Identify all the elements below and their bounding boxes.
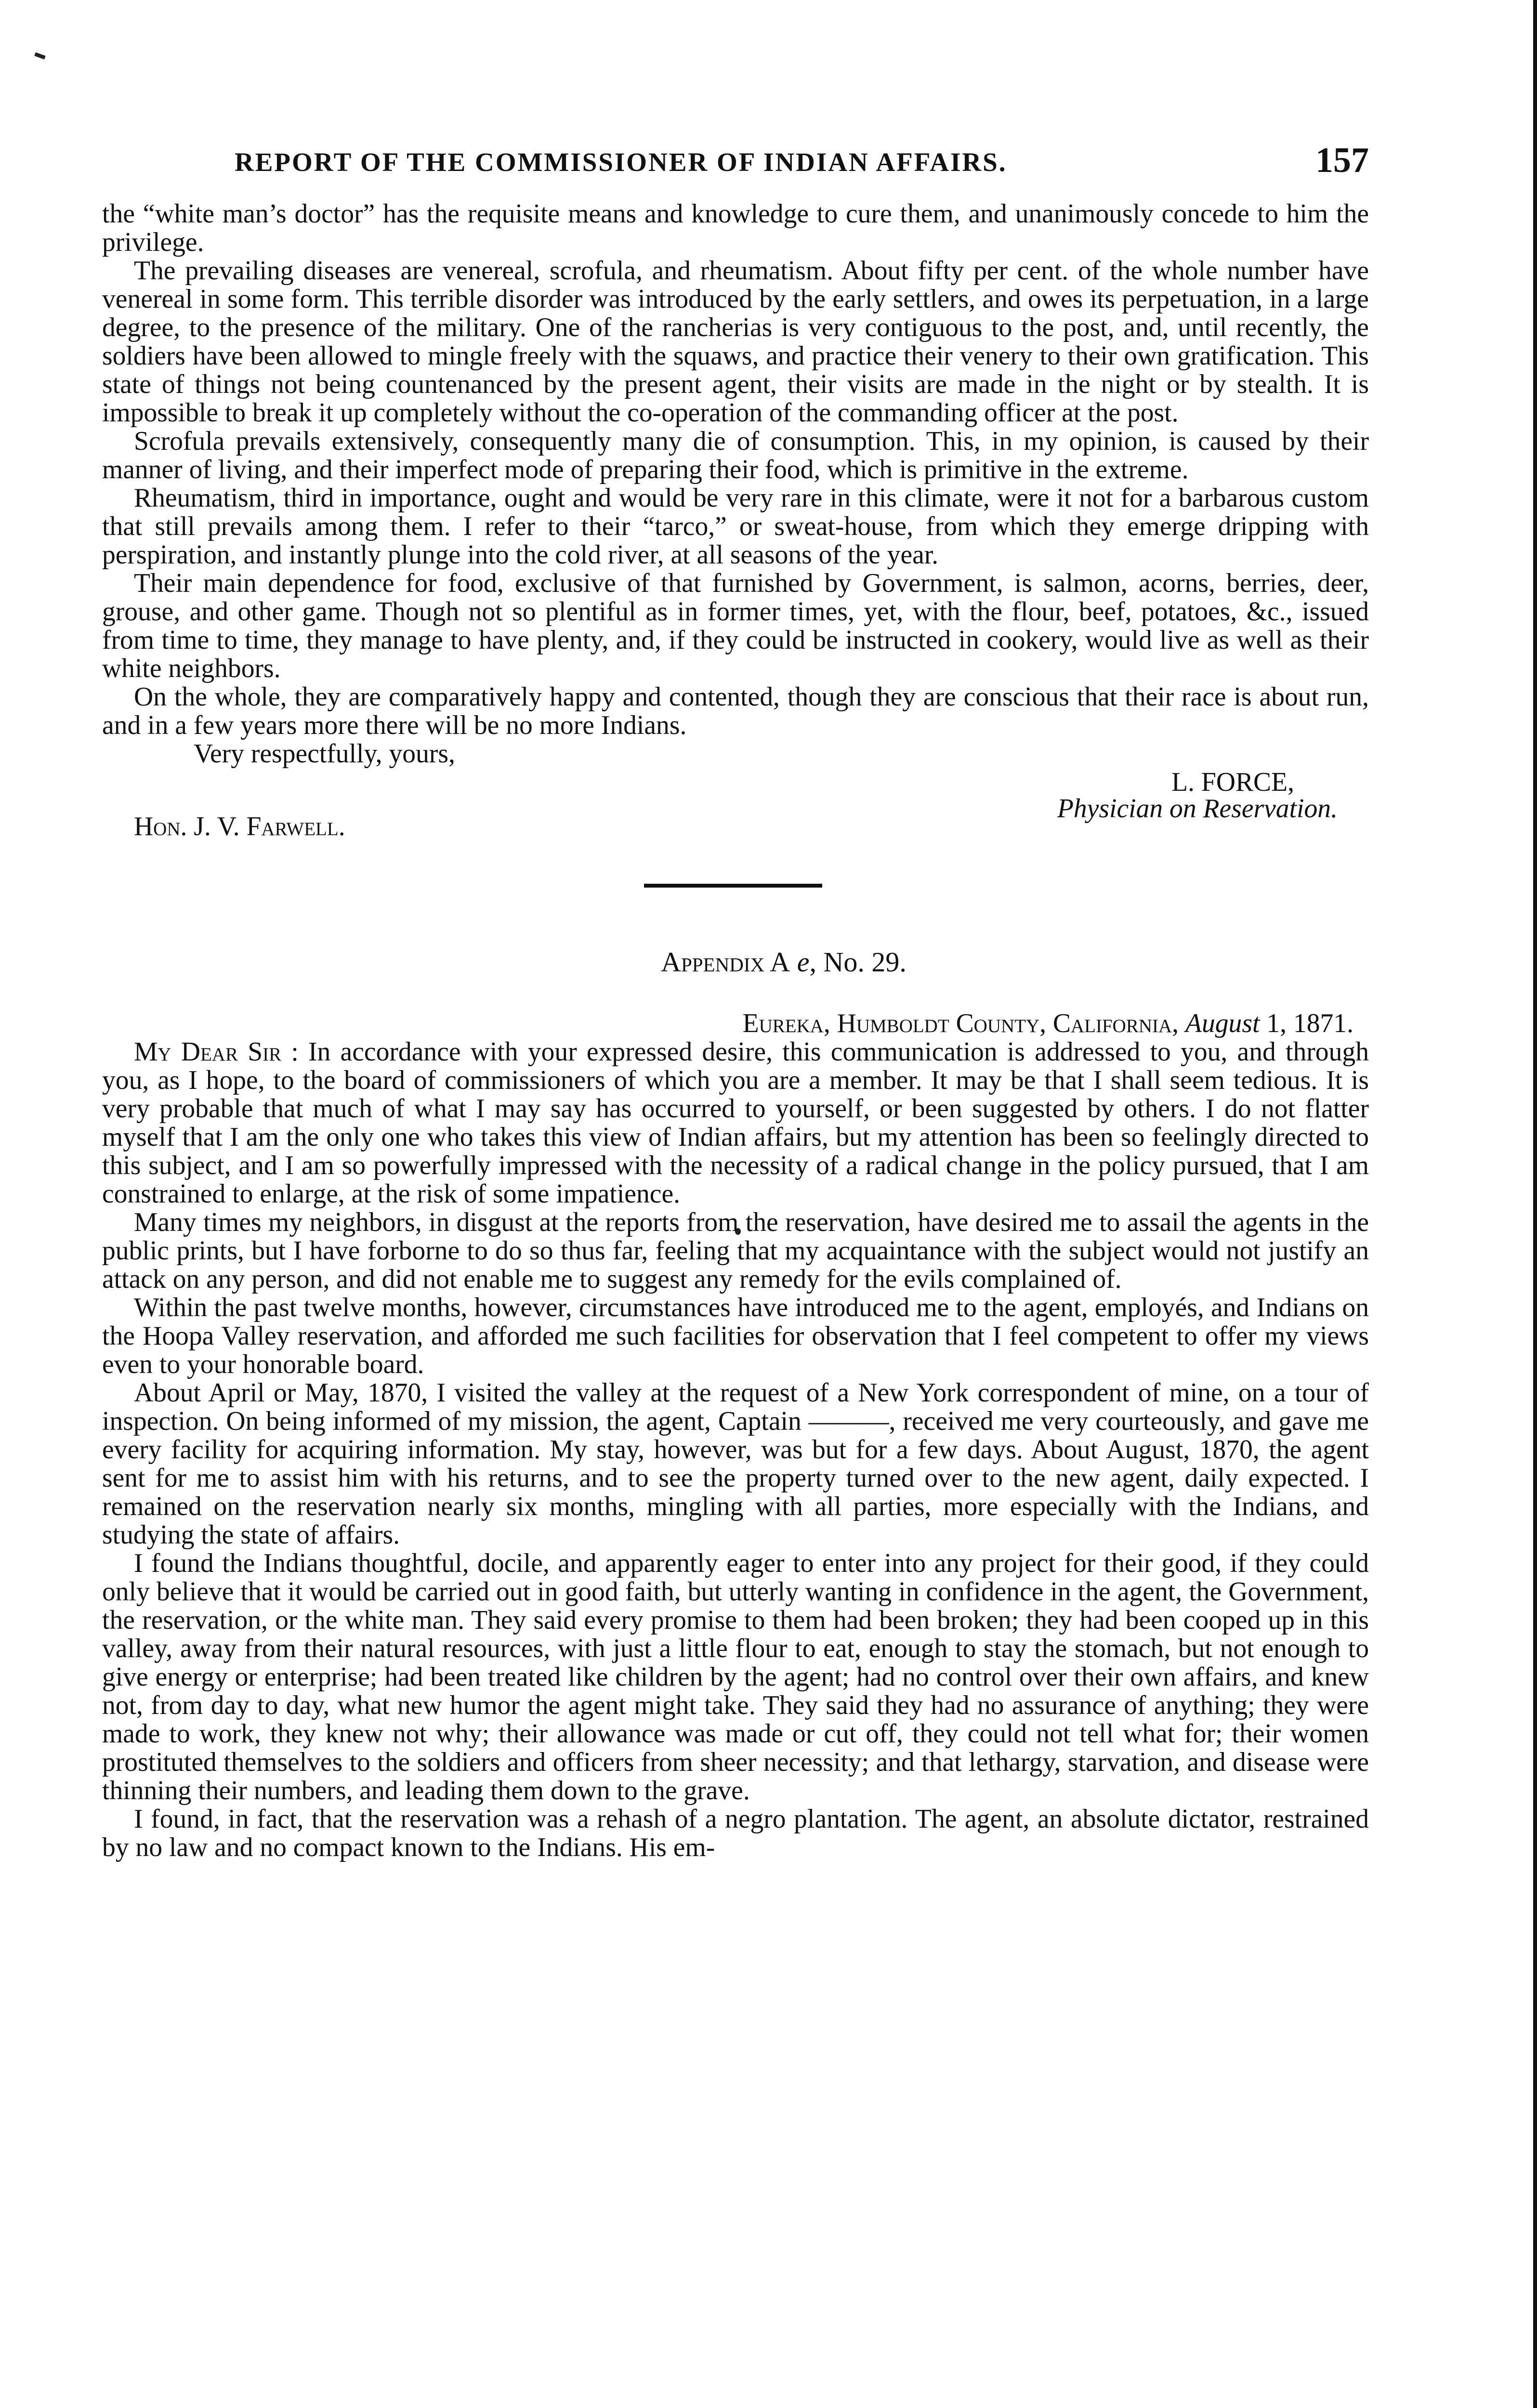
dateline-day-year: 1, 1871.	[1260, 1008, 1353, 1038]
paragraph-indians: I found the Indians thoughtful, docile, and apparently eager to enter into any project for their good, if they could only believe that it would be carried out in good faith, but utterly wanting in confidence in the agent, the Government, the reservation, or the white man. They said every promise to them had been broken; they had been cooped up in this valley, away from their natural resources, with just a little flour to eat, enough to stay the stomach, but not enough to give energy or enterprise; had been treated like children by the agent; had no control over their own affairs, and knew not, from day to day, what new humor the agent might take. They said they had no assurance of anything; they were made to work, they knew not why; their allowance was made or cut off, they could not tell what for; their women prostituted themselves to the soldiers and officers from sheer necessity; and that lethargy, starvation, and disease were thinning their numbers, and leading them down to the grave.	[102, 1548, 1369, 1806]
paragraph-neighbors: Many times my neighbors, in disgust at the reports from the reservation, have desired me to assail the agents in the public prints, but I have forborne to do so thus far, feeling that my acquaintance with the subject would not justify an attack on any person, and did not enable me to suggest any remedy for the evils complained of.	[102, 1207, 1369, 1294]
signature-title: Physician on Reservation.	[1057, 794, 1338, 824]
running-header	[102, 141, 1369, 195]
paragraph-conclusion: On the whole, they are comparatively happy and contented, though they are conscious that their race is about run, and in a few years more there will be no more Indians.	[102, 682, 1369, 740]
section-divider	[644, 884, 822, 888]
paragraph-visit: About April or May, 1870, I visited the valley at the request of a New York correspondent of mine, on a tour of inspection. On being informed of my mission, the agent, Captain ———, received me very courteously, and gave me every facility for acquiring information. My stay, however, was but for a few days. About August, 1870, the agent sent for me to assist him with his returns, and to see the property turned over to the new agent, daily expected. I remained on the reservation nearly six months, mingling with all parties, more especially with the Indians, and studying the state of affairs.	[102, 1378, 1369, 1550]
appendix-title	[102, 948, 1369, 977]
signature-name: L. FORCE,	[1171, 767, 1294, 797]
paragraph-salutation	[102, 1038, 1369, 1208]
dateline-month: August	[1185, 1008, 1260, 1038]
page-content	[102, 141, 1369, 1862]
paragraph-diseases: The prevailing diseases are venereal, scrofula, and rheumatism. About fifty per cent. of the whole number have venereal in some form. This terrible disorder was introduced by the early settlers, and owes its perpetuation, in a large degree, to the presence of the military. One of the rancherias is very contiguous to the post, and, until recently, the soldiers have been allowed to mingle freely with the squaws, and practice their venery to their own gratification. This state of things not being countenanced by the present agent, their visits are made in the night or by stealth. It is impossible to break it up completely without the co-operation of the commanding officer at the post.	[102, 256, 1369, 428]
scan-border-right	[1533, 0, 1537, 2408]
paragraph-past-year: Within the past twelve months, however, circumstances have introduced me to the agent, employés, and Indians on the Hoopa Valley reservation, and afforded me such facilities for observation that I feel competent to offer my views even to your honorable board.	[102, 1293, 1369, 1379]
print-speck	[34, 52, 45, 59]
appendix-title-prefix: Appendix A	[661, 946, 790, 978]
appendix-title-letter: e	[797, 946, 810, 978]
page-number: 157	[1315, 141, 1369, 180]
letter-closing: Very respectfully, yours,	[194, 739, 455, 769]
paragraph-continued: the “white man’s doctor” has the requisite means and knowledge to cure them, and unanimously concede to him the privilege.	[102, 199, 1369, 257]
addressee: Hon. J. V. Farwell.	[134, 811, 345, 841]
paragraph-food: Their main dependence for food, exclusive of that furnished by Government, is salmon, acorns, berries, deer, grouse, and other game. Though not so plentiful as in former times, yet, with the flour, beef, potatoes, &c., issued from time to time, they manage to have plenty, and, if they could be instructed in cookery, would live as well as their white neighbors.	[102, 568, 1369, 683]
paragraph-scrofula: Scrofula prevails extensively, consequently many die of consumption. This, in my opinion, is caused by their manner of living, and their imperfect mode of preparing their food, which is primitive in the extreme.	[102, 426, 1369, 484]
salutation: My Dear Sir :	[134, 1037, 299, 1067]
appendix-title-number: , No. 29.	[809, 946, 906, 978]
paragraph-rheumatism: Rheumatism, third in importance, ought and would be very rare in this climate, were it not for a barbarous custom that still prevails among them. I refer to their “tarco,” or sweat-house, from which they emerge dripping with perspiration, and instantly plunge into the cold river, at all seasons of the year.	[102, 483, 1369, 570]
dateline-place: Eureka, Humboldt County, California,	[742, 1008, 1179, 1038]
salutation-paragraph-text: In accordance with your expressed desire, this communication is addressed to you, and through you, as I hope, to the board of commissioners of which you are a member. It may be that I shall seem tedious. It is very probable that much of what I may say has occurred to yourself, or been suggested by others. I do not flatter myself that I am the only one who takes this view of Indian affairs, but my attention has been so feelingly directed to this subject, and I am so powerfully impressed with the necessity of a radical change in the policy pursued, that I am constrained to enlarge, at the risk of some impatience.	[102, 1037, 1369, 1209]
signature-block	[102, 767, 1369, 841]
letter-dateline	[102, 1009, 1369, 1038]
paragraph-plantation: I found, in fact, that the reservation was a rehash of a negro plantation. The agent, an absolute dictator, restrained by no law and no compact known to the Indians. His em-	[102, 1804, 1369, 1862]
running-title: REPORT OF THE COMMISSIONER OF INDIAN AFFAIRS.	[235, 147, 1007, 177]
